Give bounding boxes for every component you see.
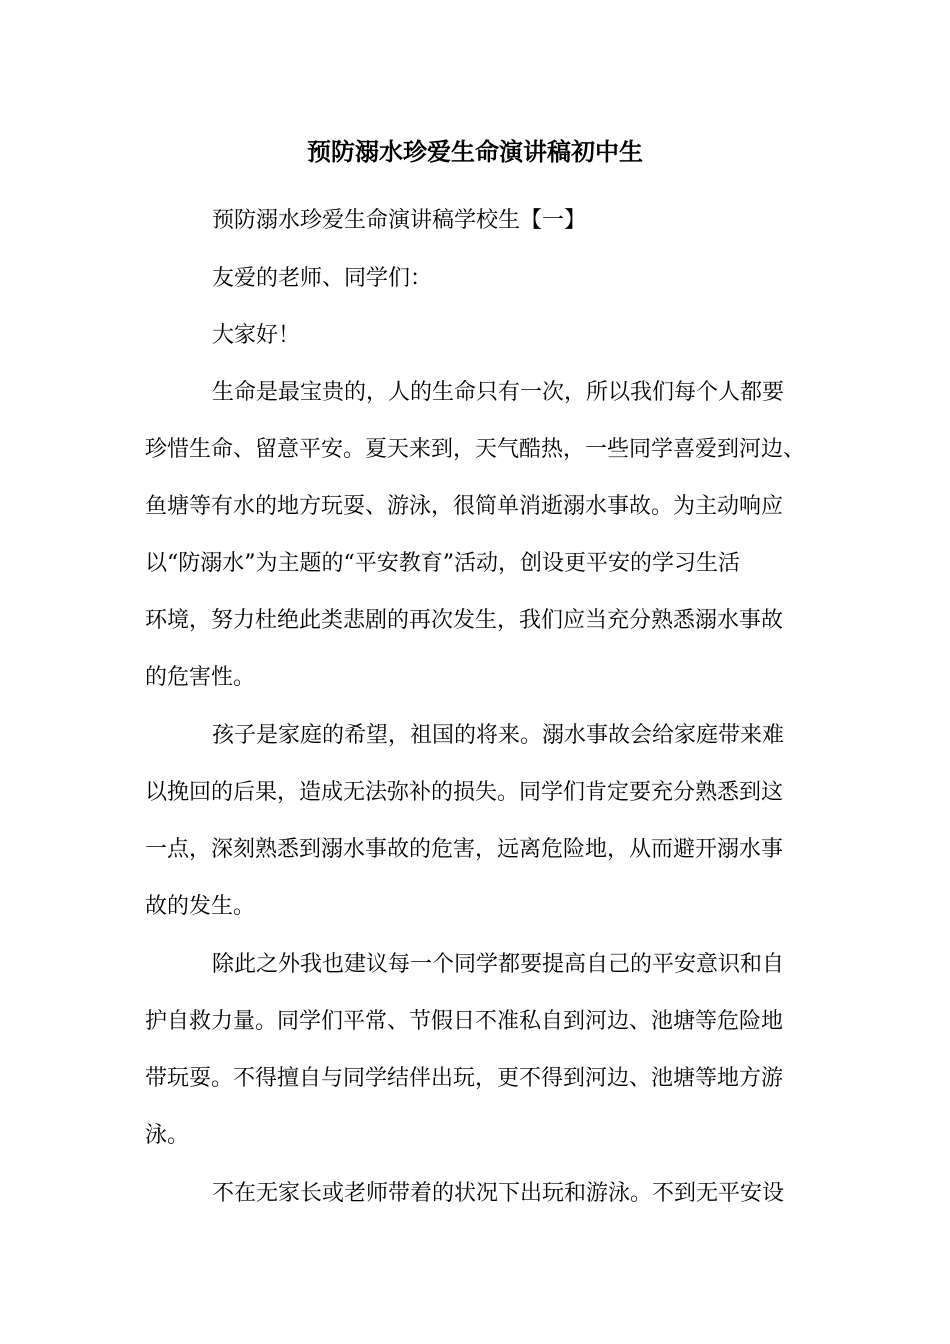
hello-line: 大家好！ xyxy=(212,323,301,348)
paragraph-1-line-1: 生命是最宝贵的，人的生命只有一次，所以我们每个人都要 xyxy=(212,380,785,405)
paragraph-3-line-2: 护自救力量。同学们平常、节假日不准私自到河边、池塘等危险地 xyxy=(145,1009,784,1034)
section-heading: 预防溺水珍爱生命演讲稿学校生【一】 xyxy=(212,208,587,233)
page-title: 预防溺水珍爱生命演讲稿初中生 xyxy=(307,137,643,166)
paragraph-2-line-1: 孩子是家庭的希望，祖国的将来。溺水事故会给家庭带来难 xyxy=(212,723,785,748)
greeting: 友爱的老师、同学们： xyxy=(212,266,433,291)
paragraph-1-line-3: 鱼塘等有水的地方玩耍、游泳，很简单消逝溺水事故。为主动响应 xyxy=(145,494,784,519)
paragraph-2-line-4: 故的发生。 xyxy=(145,894,256,919)
paragraph-3-line-3: 带玩耍。不得擅自与同学结伴出玩，更不得到河边、池塘等地方游 xyxy=(145,1066,784,1091)
paragraph-1-line-5: 环境，努力杜绝此类悲剧的再次发生，我们应当充分熟悉溺水事故 xyxy=(145,608,784,633)
paragraph-1-line-4: 以“防溺水”为主题的“平安教育”活动，创设更平安的学习生活 xyxy=(145,551,740,576)
paragraph-2-line-3: 一点，深刻熟悉到溺水事故的危害，远离危险地，从而避开溺水事 xyxy=(145,837,784,862)
paragraph-4-line-1: 不在无家长或老师带着的状况下出玩和游泳。不到无平安设 xyxy=(212,1181,785,1206)
paragraph-3-line-4: 泳。 xyxy=(145,1123,190,1148)
paragraph-1-line-6: 的危害性。 xyxy=(145,665,256,690)
paragraph-2-line-2: 以挽回的后果，造成无法弥补的损失。同学们肯定要充分熟悉到这 xyxy=(145,780,784,805)
paragraph-1-line-2: 珍惜生命、留意平安。夏天来到，天气酷热，一些同学喜爱到河边、 xyxy=(145,437,806,462)
paragraph-3-line-1: 除此之外我也建议每一个同学都要提高自己的平安意识和自 xyxy=(212,952,785,977)
